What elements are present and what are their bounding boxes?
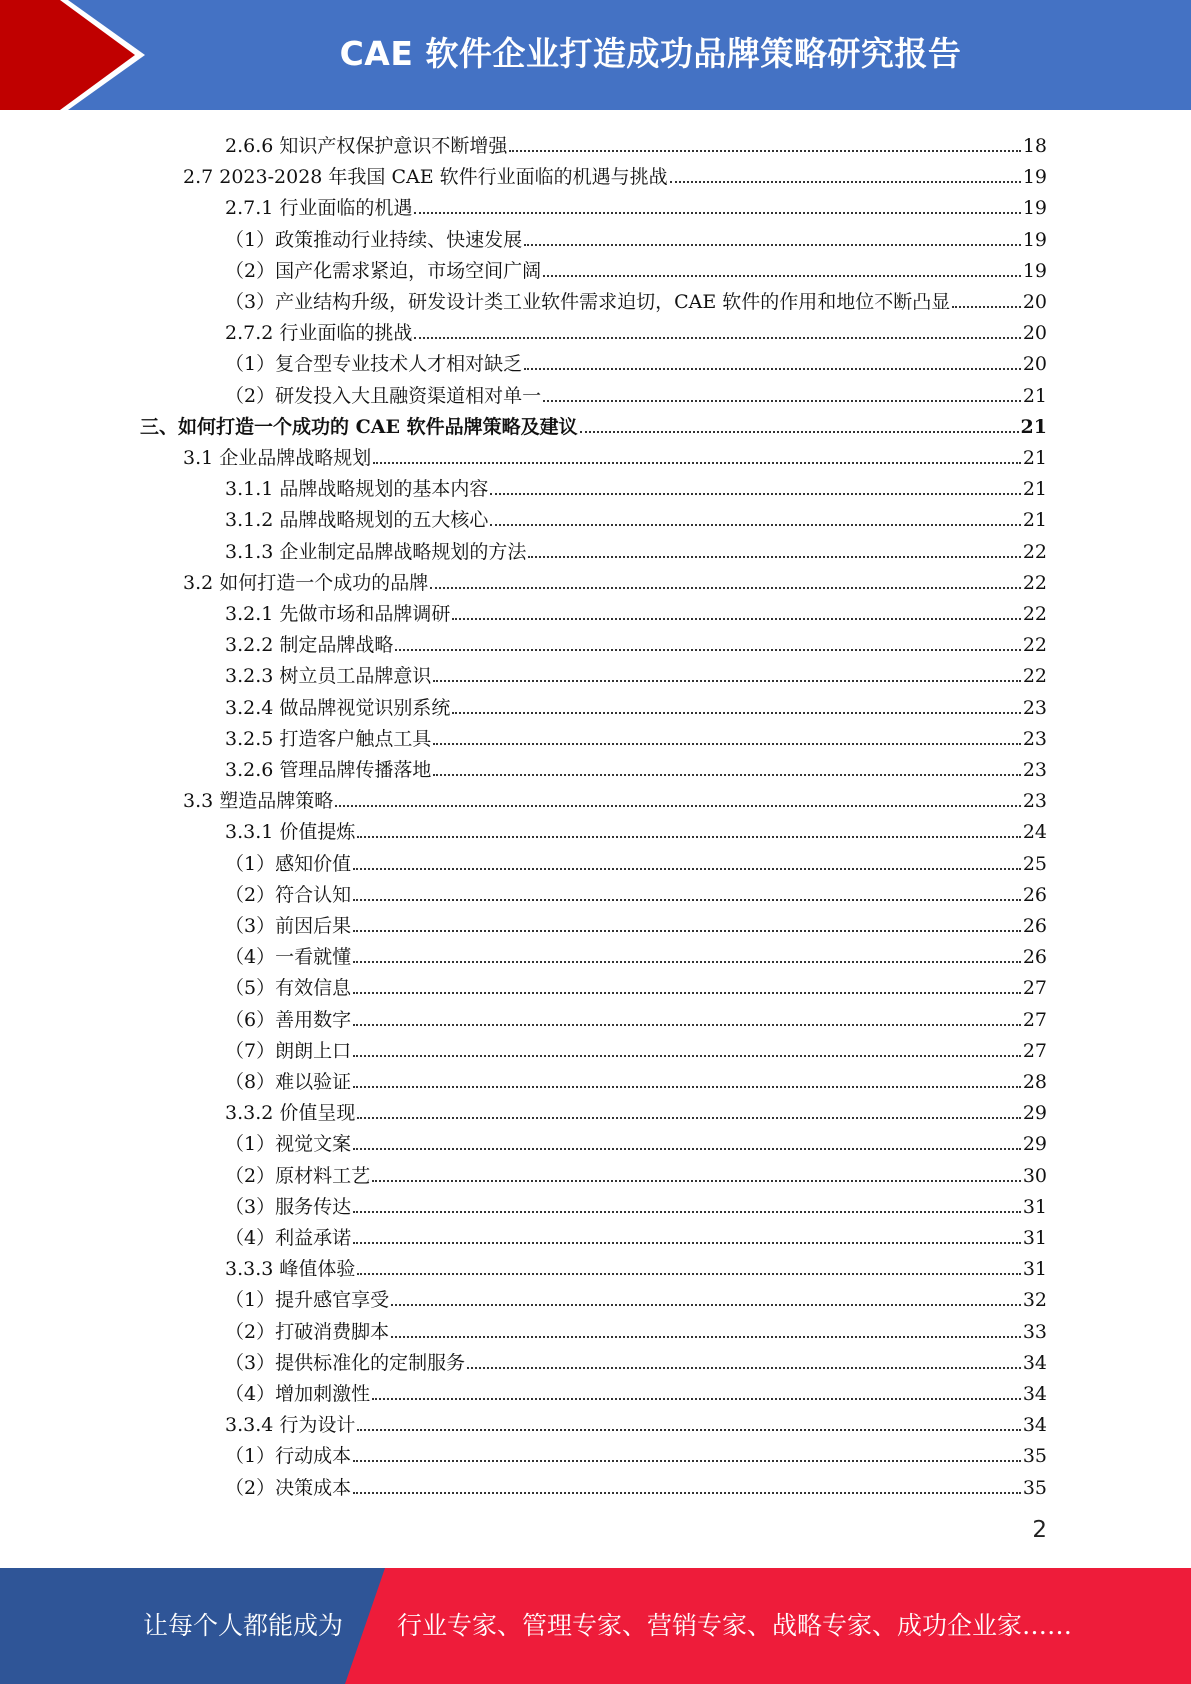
toc-entry-page: 21: [1022, 478, 1047, 501]
toc-entry-page: 21: [1020, 415, 1047, 438]
toc-entry[interactable]: [225, 345, 1047, 376]
toc-entry[interactable]: [225, 1469, 1047, 1500]
toc-entry-page: 34: [1022, 1351, 1047, 1374]
toc-entry-label: （6）善用数字: [225, 1008, 352, 1031]
toc-entry-label: 3.3.2 价值呈现: [225, 1102, 356, 1125]
page-number: 2: [1032, 1517, 1047, 1543]
toc-dot-leader: [357, 1273, 1020, 1275]
toc-dot-leader: [353, 1055, 1021, 1057]
toc-dot-leader: [373, 462, 1021, 464]
toc-dot-leader: [430, 587, 1021, 589]
toc-entry-page: 22: [1022, 571, 1047, 594]
toc-entry-page: 33: [1022, 1320, 1047, 1343]
toc-dot-leader: [528, 556, 1020, 558]
toc-entry-label: 3.1.1 品牌战略规划的基本内容: [225, 478, 489, 501]
toc-dot-leader: [467, 1367, 1021, 1369]
toc-dot-leader: [670, 181, 1021, 183]
toc-entry-page: 23: [1022, 759, 1047, 781]
toc-dot-leader: [580, 431, 1019, 433]
toc-entry-page: 21: [1022, 509, 1047, 532]
toc-entry[interactable]: [225, 876, 1047, 907]
toc-dot-leader: [353, 899, 1021, 901]
toc-entry-label: （1）感知价值: [225, 852, 352, 875]
toc-entry[interactable]: [225, 1188, 1047, 1219]
toc-entry[interactable]: [225, 533, 1047, 564]
toc-entry[interactable]: [225, 283, 1047, 314]
toc-entry-page: 27: [1022, 977, 1047, 1000]
toc-entry[interactable]: [225, 252, 1047, 283]
toc-dot-leader: [353, 930, 1021, 932]
toc-dot-leader: [414, 337, 1020, 339]
toc-entry[interactable]: [225, 720, 1047, 751]
toc-entry-label: 3.1.3 企业制定品牌战略规划的方法: [225, 540, 527, 563]
toc-entry[interactable]: [225, 969, 1047, 1000]
toc-entry-page: 32: [1022, 1289, 1047, 1312]
toc-entry-page: 24: [1022, 821, 1047, 844]
page-header: [0, 0, 1191, 110]
toc-dot-leader: [433, 743, 1020, 745]
toc-entry-label: 三、如何打造一个成功的 CAE 软件品牌策略及建议: [140, 415, 578, 438]
toc-entry[interactable]: [225, 595, 1047, 626]
toc-entry-label: （2）国产化需求紧迫，市场空间广阔: [225, 259, 542, 282]
toc-dot-leader: [357, 1117, 1020, 1119]
toc-entry-label: （3）提供标准化的定制服务: [225, 1351, 466, 1374]
toc-entry[interactable]: [225, 1375, 1047, 1406]
toc-dot-leader: [353, 992, 1021, 994]
toc-dot-leader: [353, 1024, 1021, 1026]
toc-entry[interactable]: [140, 408, 1047, 439]
toc-entry[interactable]: [225, 221, 1047, 252]
toc-entry-page: 26: [1022, 883, 1047, 906]
toc-entry-label: （2）原材料工艺: [225, 1164, 371, 1187]
toc-dot-leader: [452, 712, 1020, 714]
footer-slogan-right: 行业专家、管理专家、营销专家、战略专家、成功企业家……: [397, 1611, 1073, 1640]
toc-entry-label: （4）增加刺激性: [225, 1383, 371, 1405]
toc-entry[interactable]: [225, 845, 1047, 876]
toc-entry[interactable]: [225, 1313, 1047, 1344]
toc-entry[interactable]: [225, 813, 1047, 844]
toc-entry-label: 3.3.1 价值提炼: [225, 821, 356, 844]
toc-dot-leader: [391, 1336, 1021, 1338]
toc-dot-leader: [353, 1492, 1021, 1494]
toc-entry-page: 30: [1022, 1164, 1047, 1187]
toc-entry-page: 22: [1022, 665, 1047, 688]
toc-entry[interactable]: [225, 314, 1047, 345]
toc-entry[interactable]: [225, 657, 1047, 688]
toc-entry[interactable]: [225, 626, 1047, 657]
toc-entry-page: 28: [1022, 1071, 1047, 1093]
toc-entry[interactable]: [225, 689, 1047, 720]
toc-dot-leader: [395, 649, 1020, 651]
toc-dot-leader: [452, 618, 1020, 620]
toc-dot-leader: [353, 1242, 1021, 1244]
toc-entry-label: （3）产业结构升级，研发设计类工业软件需求迫切，CAE 软件的作用和地位不断凸显: [225, 291, 951, 313]
page-title: CAE 软件企业打造成功品牌策略研究报告: [339, 34, 962, 73]
toc-entry-page: 19: [1022, 166, 1047, 189]
toc-entry[interactable]: [183, 439, 1047, 470]
toc-entry-page: 26: [1022, 946, 1047, 969]
toc-dot-leader: [433, 680, 1020, 682]
toc-entry-page: 19: [1022, 197, 1047, 220]
toc-entry-page: 25: [1022, 852, 1047, 875]
toc-entry[interactable]: [183, 158, 1047, 189]
toc-entry[interactable]: [225, 127, 1047, 158]
toc-entry-page: 19: [1022, 259, 1047, 282]
toc-dot-leader: [372, 1180, 1021, 1182]
toc-entry[interactable]: [225, 1344, 1047, 1375]
toc-entry-label: 3.3.4 行为设计: [225, 1414, 356, 1437]
toc-entry-page: 26: [1022, 915, 1047, 937]
toc-entry-label: （4）利益承诺: [225, 1227, 352, 1249]
toc-entry-label: （1）复合型专业技术人才相对缺乏: [225, 353, 523, 376]
toc-entry-label: 3.2.6 管理品牌传播落地: [225, 759, 432, 781]
toc-entry[interactable]: [225, 938, 1047, 969]
toc-entry-label: 2.6.6 知识产权保护意识不断增强: [225, 135, 508, 157]
page-footer: [0, 1568, 1191, 1684]
toc-entry-label: （1）提升感官享受: [225, 1289, 390, 1312]
toc-entry[interactable]: [183, 782, 1047, 813]
toc-entry[interactable]: [225, 189, 1047, 220]
toc-dot-leader: [353, 1211, 1021, 1213]
toc-entry-label: （7）朗朗上口: [225, 1039, 352, 1062]
toc-entry-label: 3.2.4 做品牌视觉识别系统: [225, 696, 451, 719]
toc-dot-leader: [509, 150, 1020, 152]
toc-entry-label: （2）符合认知: [225, 883, 352, 906]
toc-entry[interactable]: [225, 501, 1047, 532]
toc-entry-label: （1）政策推动行业持续、快速发展: [225, 228, 523, 251]
toc-entry[interactable]: [225, 1063, 1047, 1094]
toc-entry[interactable]: [225, 377, 1047, 408]
toc-entry-label: （2）打破消费脚本: [225, 1320, 390, 1343]
toc-entry-label: （5）有效信息: [225, 977, 352, 1000]
toc-entry-page: 31: [1022, 1227, 1047, 1249]
toc-entry-page: 31: [1022, 1258, 1047, 1281]
toc-entry-label: 2.7.1 行业面临的机遇: [225, 197, 413, 220]
toc-entry-page: 29: [1022, 1102, 1047, 1125]
toc-entry-label: 3.2 如何打造一个成功的品牌: [183, 571, 429, 594]
toc-entry-page: 27: [1022, 1039, 1047, 1062]
toc-entry[interactable]: [225, 1281, 1047, 1312]
toc-entry-page: 20: [1022, 291, 1047, 313]
toc-entry-label: （3）前因后果: [225, 915, 352, 937]
toc-entry-page: 22: [1022, 540, 1047, 563]
toc-entry[interactable]: [183, 564, 1047, 595]
toc-dot-leader: [543, 400, 1021, 402]
toc-entry-page: 23: [1022, 790, 1047, 813]
toc-dot-leader: [353, 1086, 1021, 1088]
toc-entry-page: 35: [1022, 1445, 1047, 1468]
toc-dot-leader: [433, 774, 1020, 776]
toc-entry[interactable]: [225, 751, 1047, 782]
toc-dot-leader: [524, 244, 1021, 246]
toc-entry-page: 34: [1022, 1414, 1047, 1437]
toc-entry-label: 2.7.2 行业面临的挑战: [225, 322, 413, 345]
toc-entry-label: 3.2.3 树立员工品牌意识: [225, 665, 432, 688]
toc-entry-label: 3.1 企业品牌战略规划: [183, 447, 372, 469]
toc-dot-leader: [372, 1398, 1021, 1400]
toc-entry[interactable]: [225, 1437, 1047, 1468]
toc-entry[interactable]: [225, 1001, 1047, 1032]
toc-dot-leader: [952, 306, 1021, 308]
toc-dot-leader: [353, 1148, 1021, 1150]
toc-dot-leader: [353, 961, 1021, 963]
toc-entry-page: 31: [1022, 1195, 1047, 1218]
toc-entry[interactable]: [225, 1406, 1047, 1437]
toc-entry-page: 22: [1022, 603, 1047, 625]
toc-entry-page: 34: [1022, 1383, 1047, 1405]
toc-entry-page: 20: [1022, 353, 1047, 376]
toc-entry-page: 21: [1022, 447, 1047, 469]
toc-entry-page: 35: [1022, 1476, 1047, 1499]
toc-dot-leader: [490, 524, 1020, 526]
toc-dot-leader: [357, 1429, 1020, 1431]
toc-entry-label: 3.2.5 打造客户触点工具: [225, 727, 432, 750]
toc-entry-label: 3.3.3 峰值体验: [225, 1258, 356, 1281]
toc-dot-leader: [357, 836, 1020, 838]
toc-dot-leader: [524, 368, 1021, 370]
toc-entry-page: 22: [1022, 634, 1047, 657]
toc-entry-label: （1）视觉文案: [225, 1133, 352, 1156]
toc-dot-leader: [490, 493, 1020, 495]
toc-entry[interactable]: [225, 1125, 1047, 1156]
toc-entry-label: （2）决策成本: [225, 1476, 352, 1499]
toc-entry-label: （1）行动成本: [225, 1445, 352, 1468]
toc-entry[interactable]: [225, 907, 1047, 938]
toc-dot-leader: [391, 1304, 1021, 1306]
toc-entry-page: 21: [1022, 384, 1047, 407]
toc-dot-leader: [353, 868, 1021, 870]
toc-entry[interactable]: [225, 1250, 1047, 1281]
toc-entry-label: 3.2.2 制定品牌战略: [225, 634, 394, 657]
toc-entry-page: 29: [1022, 1133, 1047, 1156]
toc-entry-page: 20: [1022, 322, 1047, 345]
toc-entry[interactable]: [225, 470, 1047, 501]
toc-dot-leader: [353, 1460, 1021, 1462]
toc-entry-page: 27: [1022, 1008, 1047, 1031]
toc-entry-page: 18: [1022, 135, 1047, 157]
toc-entry-label: 3.3 塑造品牌策略: [183, 790, 334, 813]
toc-entry-page: 19: [1022, 228, 1047, 251]
toc-entry-label: （8）难以验证: [225, 1071, 352, 1093]
toc-entry-label: （2）研发投入大且融资渠道相对单一: [225, 384, 542, 407]
toc-entry-label: 2.7 2023-2028 年我国 CAE 软件行业面临的机遇与挑战: [183, 166, 668, 189]
toc-entry[interactable]: [225, 1032, 1047, 1063]
toc-dot-leader: [335, 805, 1021, 807]
toc-entry-page: 23: [1022, 727, 1047, 750]
toc-dot-leader: [414, 212, 1020, 214]
toc-entry[interactable]: [225, 1094, 1047, 1125]
header-chevron-icon: [0, 0, 160, 110]
toc-entry-label: （3）服务传达: [225, 1195, 352, 1218]
footer-slogan-left: 让每个人都能成为: [143, 1611, 344, 1640]
toc-entry-label: 3.2.1 先做市场和品牌调研: [225, 603, 451, 625]
toc-entry-page: 23: [1022, 696, 1047, 719]
toc-entry[interactable]: [225, 1219, 1047, 1250]
toc-dot-leader: [543, 275, 1021, 277]
toc-entry-label: （4）一看就懂: [225, 946, 352, 969]
toc-entry-label: 3.1.2 品牌战略规划的五大核心: [225, 509, 489, 532]
toc-entry[interactable]: [225, 1157, 1047, 1188]
